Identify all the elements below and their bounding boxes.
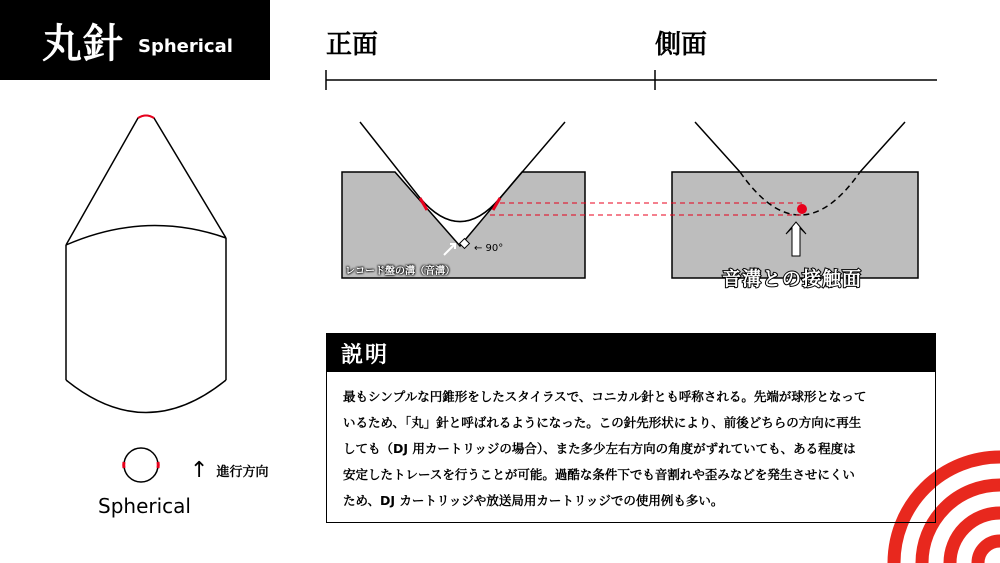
- description-line: 最もシンプルな円錐形をしたスタイラスで、コニカル針とも呼称される。先端が球形となって: [343, 389, 867, 404]
- stylus-body: [66, 116, 226, 413]
- page-title: 丸針: [42, 20, 124, 67]
- description-line: いるため、「丸」針と呼ばれるようになった。この針先形状により、前後どちらの方向に再生: [343, 415, 862, 430]
- page-subtitle: Spherical: [138, 35, 233, 57]
- description-body: [327, 372, 935, 514]
- description-panel: [326, 333, 936, 523]
- description-line: しても（DJ 用カートリッジの場合）、また多少左右方向の角度がずれていても、ある程度は: [343, 441, 856, 456]
- angle-label: ← 90°: [474, 243, 504, 254]
- tip-cross-section-icon: [124, 448, 159, 482]
- stylus-tip-contact: [138, 116, 154, 119]
- up-arrow-icon: ↑: [190, 458, 209, 483]
- view-ruler: [326, 70, 937, 90]
- front-groove: [342, 122, 585, 278]
- direction-legend: [190, 458, 268, 483]
- side-view-label: 側面: [655, 30, 708, 60]
- description-line: 安定したトレースを行うことが可能。過酷な条件下でも音割れや歪みなどを発生させにくい: [343, 467, 855, 482]
- description-heading: 説明: [341, 342, 390, 368]
- groove-label: レコード盤の溝（音溝）: [345, 266, 455, 277]
- description-line: ため、DJ カートリッジや放送局用カートリッジでの使用例も多い。: [343, 493, 724, 508]
- direction-label: 進行方向: [216, 465, 269, 480]
- front-view-label: 正面: [326, 30, 379, 60]
- description-header: [327, 334, 935, 372]
- contact-surface-label: 音溝との接触面: [722, 268, 863, 290]
- tip-caption: Spherical: [98, 494, 191, 518]
- side-groove: [672, 122, 918, 278]
